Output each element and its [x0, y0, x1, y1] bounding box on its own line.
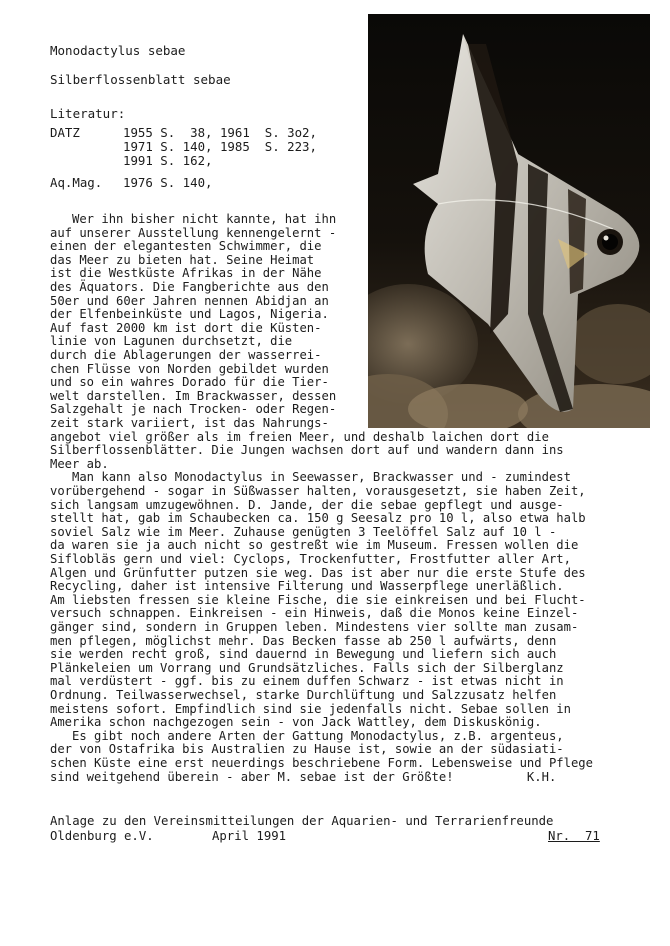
article-line: meistens sofort. Empfindlich sind sie jedenfalls nicht. Sebae sollen in: [50, 701, 571, 716]
article-line: Am liebsten fressen sie kleine Fische, die sie einkreisen und bei Flucht-: [50, 592, 586, 607]
article-line: da waren sie ja auch nicht so gestreßt wie im Museum. Fressen wollen die: [50, 538, 579, 553]
article-line: gänger sind, sondern in Gruppen leben. Mindestens vier sollte man zusam-: [50, 620, 579, 634]
article-line: Salzgehalt je nach Trocken- oder Regen-: [50, 402, 337, 417]
literature-refs: 1955 S. 38, 1961 S. 3o2,: [123, 125, 317, 140]
footer-date: April 1991: [212, 829, 287, 843]
article-line: linie von Lagunen durchsetzt, die: [50, 334, 293, 349]
literature-refs: 1976 S. 140,: [123, 175, 213, 190]
article-line: Meer ab.: [50, 456, 109, 471]
article-line: Amerika schon nachgezogen sein - von Jack Wattley, dem Diskuskönig.: [50, 715, 542, 730]
article-line: sind weitgehend überein - aber M. sebae ist der Größte! K.H.: [50, 769, 557, 784]
literature-refs: 1991 S. 162,: [123, 153, 213, 168]
article-line: angebot viel größer als im freien Meer, und deshalb laichen dort die: [50, 429, 549, 444]
article-line: sich langsam umzugewöhnen. D. Jande, der die sebae gepflegt und ausge-: [50, 497, 564, 512]
article-line: men pflegen, möglichst mehr. Das Becken fasse ab 250 l aufwärts, denn: [50, 633, 557, 648]
article-line: der Elfenbeinküste und Lagos, Nigeria.: [50, 307, 329, 322]
article-line: zeit stark variiert, ist das Nahrungs-: [50, 416, 329, 430]
footer-org: Oldenburg e.V.: [50, 829, 154, 843]
article-line: schen Küste eine erst neuerdings beschriebene Form. Lebensweise und Pflege: [50, 756, 593, 770]
article-line: Man kann also Monodactylus in Seewasser, Brackwasser und - zumindest: [50, 470, 571, 485]
literature-source: Aq.Mag.: [50, 175, 103, 190]
article-line: Es gibt noch andere Arten der Gattung Monodactylus, z.B. argenteus,: [50, 728, 564, 743]
article-line: und so ein wahres Dorado für die Tier-: [50, 375, 329, 390]
footer-note: Anlage zu den Vereinsmitteilungen der Aquarien- und Terrarienfreunde: [50, 814, 554, 828]
article-line: Algen und Grünfutter putzen sie weg. Das ist aber nur die erste Stufe des: [50, 565, 586, 580]
article-line: soviel Salz wie im Meer. Zuhause genügten 3 Teelöffel Salz auf 10 l -: [50, 524, 557, 539]
article-line: durch die Ablagerungen der wasserrei-: [50, 348, 322, 362]
article-line: Auf fast 2000 km ist dort die Küsten-: [50, 320, 322, 335]
article-line: Recycling, daher ist intensive Filterung und Wasserpflege unerläßlich.: [50, 579, 564, 594]
article-line: chen Flüsse von Norden gebildet wurden: [50, 361, 329, 376]
article-line: sie werden recht groß, sind dauernd in Bewegung und liefern sich auch: [50, 647, 557, 662]
article-line: Wer ihn bisher nicht kannte, hat ihn: [50, 212, 337, 226]
article-line: Ordnung. Teilwasserwechsel, starke Durchlüftung und Salzzusatz helfen: [50, 688, 557, 702]
article-line: versuch schnappen. Einkreisen - ein Hinweis, daß die Monos keine Einzel-: [50, 606, 579, 621]
article-line: der von Ostafrika bis Australien zu Hause ist, sowie an der südasiati-: [50, 742, 564, 757]
article-line: das Meer zu bieten hat. Seine Heimat: [50, 252, 315, 267]
article-line: 50er und 60er Jahren nennen Abidjan an: [50, 293, 329, 308]
literature-refs: 1971 S. 140, 1985 S. 223,: [123, 139, 317, 154]
article-line: vorübergehend - sogar in Süßwasser halten, vorausgesetzt, sie haben Zeit,: [50, 484, 586, 498]
silver-banded-fish-illustration: [368, 14, 650, 428]
article-line: ist die Westküste Afrikas in der Nähe: [50, 266, 322, 281]
article-line: des Äquators. Die Fangberichte aus den: [50, 280, 329, 294]
article-line: Plänkeleien um Vorrang und Grundsätzliches. Falls sich der Silberglanz: [50, 660, 564, 675]
fish-photo: [368, 14, 650, 428]
article-line: auf unserer Ausstellung kennengelernt -: [50, 225, 337, 240]
article-line: Silberflossenblätter. Die Jungen wachsen dort auf und wandern dann ins: [50, 443, 564, 458]
literature-heading: Literatur:: [50, 106, 126, 121]
article-line: stellt hat, gab im Schaubecken ca. 150 g Seesalz pro 10 l, also etwa halb: [50, 511, 586, 526]
article-line: welt darstellen. Im Brackwasser, dessen: [50, 388, 337, 403]
species-latin-name: Monodactylus sebae: [50, 43, 186, 58]
literature-source: DATZ: [50, 125, 80, 140]
article-line: mal verdüstert - ggf. bis zu einem duffen Schwarz - ist etwas nicht in: [50, 674, 564, 689]
species-german-name: Silberflossenblatt sebae: [50, 72, 231, 87]
footer-issue-number: Nr. 71: [548, 829, 600, 843]
article-line: Siflobläs gern und viel: Cyclops, Trockenfutter, Frostfutter aller Art,: [50, 552, 571, 566]
article-line: einen der elegantesten Schwimmer, die: [50, 239, 322, 254]
